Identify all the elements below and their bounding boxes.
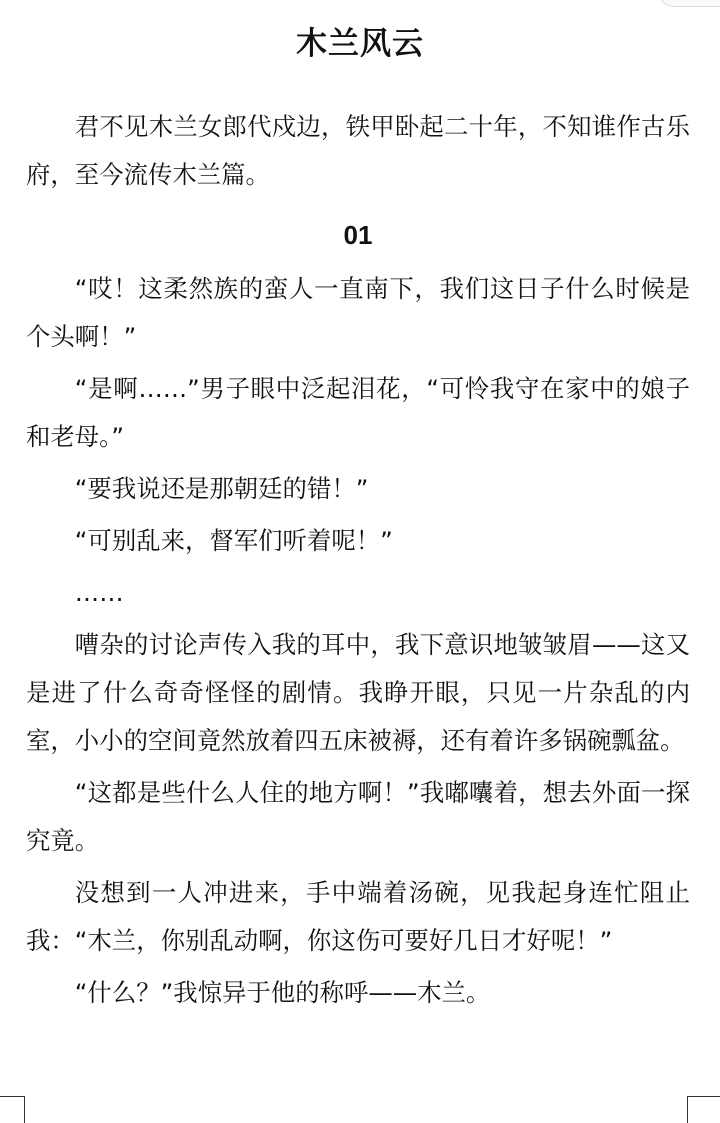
document-body: [26, 103, 690, 1021]
paragraph: “要我说还是那朝廷的错！”: [74, 474, 369, 503]
paragraph: “哎！这柔然族的蛮人一直南下，我们这日子什么时候是个头啊！”: [26, 274, 690, 351]
page-title: 木兰风云: [296, 26, 424, 62]
paragraph: “可别乱来，督军们听着呢！”: [74, 526, 393, 555]
paragraph: ……: [74, 578, 124, 607]
margin-crop-mark-right: [687, 1096, 720, 1123]
paragraph: 嘈杂的讨论声传入我的耳中，我下意识地皱皱眉——这又是进了什么奇奇怪怪的剧情。我睁开眼，只见一片杂乱的内室，小小的空间竟然放着四五床被褥，还有着许多锅碗瓢盆。: [26, 630, 690, 755]
paragraph: “是啊……”男子眼中泛起泪花，“可怜我守在家中的娘子和老母。”: [26, 374, 690, 451]
paragraph: “什么？”我惊异于他的称呼——木兰。: [74, 978, 491, 1007]
page-corner-fold: [659, 0, 720, 7]
margin-crop-mark-left: [0, 1096, 25, 1123]
intro-paragraph: 君不见木兰女郎代戍边，铁甲卧起二十年，不知谁作古乐府，至今流传木兰篇。: [26, 112, 690, 189]
paragraph: 没想到一人冲进来，手中端着汤碗，见我起身连忙阻止我：“木兰，你别乱动啊，你这伤可要好几日才好呢！”: [26, 878, 690, 955]
chapter-heading: 01: [343, 220, 373, 250]
paragraph: “这都是些什么人住的地方啊！”我嘟囔着，想去外面一探究竟。: [26, 778, 690, 855]
